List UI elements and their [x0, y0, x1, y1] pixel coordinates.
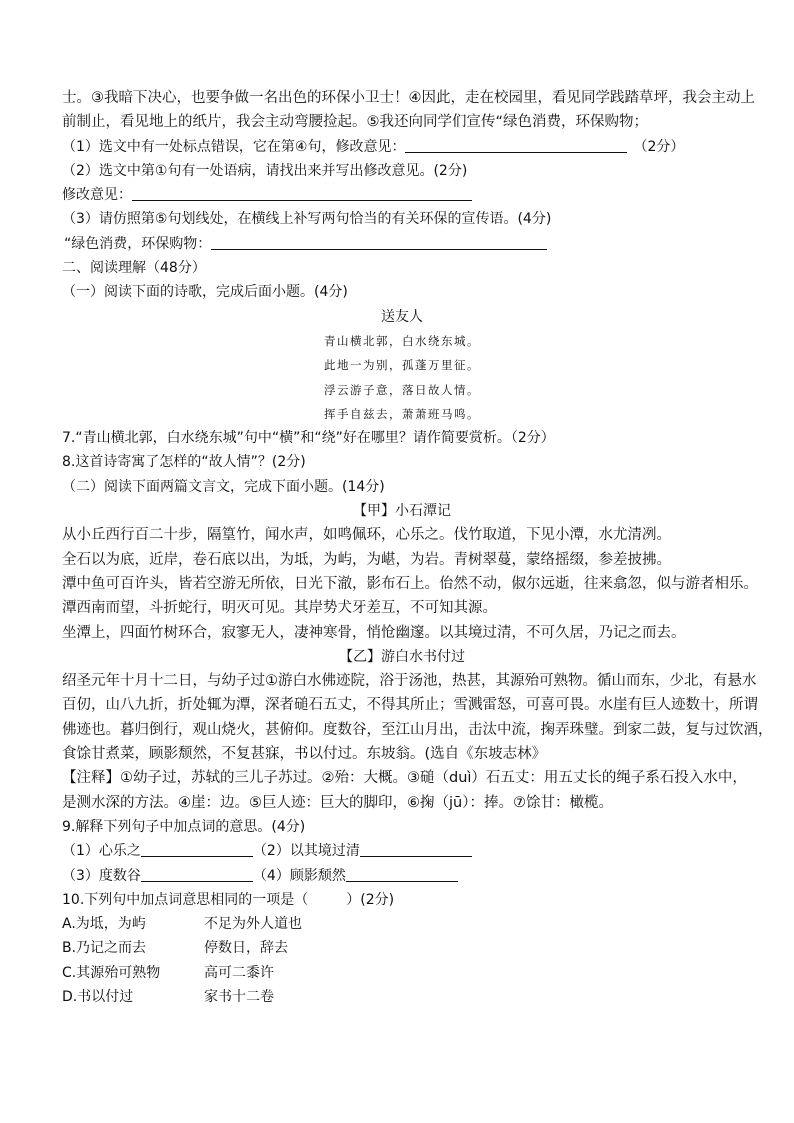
answer-blank-2[interactable] [132, 186, 472, 201]
text-yi-title: 【乙】游白水书付过 [339, 648, 465, 665]
section-heading-reading: 二、阅读理解（48分） [62, 260, 206, 277]
poem-line-4: 挥手自兹去，萧萧班马鸣。 [324, 406, 480, 421]
text-jia-title: 【甲】小石潭记 [353, 503, 451, 520]
text-jia-line-2: 全石以为底，近岸，卷石底以出，为坻，为屿，为嵁，为岩。青树翠蔓，蒙络摇缀，参差披拂。 [62, 551, 671, 568]
text-jia-line-1: 从小丘西行百二十步，隔篁竹，闻水声，如鸣佩环，心乐之。伐竹取道，下见小潭，水尤清冽。 [62, 527, 671, 544]
notes-line-1: 【注释】①幼子过，苏轼的三儿子苏过。②殆：大概。③磓（duì）石五丈：用五丈长的绳子系石投入水中， [62, 770, 747, 787]
question-9-row-2: （3）度数谷 （4）顾影颓然 [62, 864, 742, 888]
text-jia-line-5: 坐潭上，四面竹树环合，寂寥无人，凄神寒骨，悄怆幽邃。以其境过清，不可久居，乃记之而去。 [62, 624, 686, 641]
passage-line-2: 前制止，看见地上的纸片，我会主动弯腰捡起。⑤我还向同学们宣传“绿色消费，环保购物； [62, 114, 649, 131]
answer-blank-3[interactable] [211, 235, 547, 250]
passage-line-1: 士。③我暗下决心，也要争做一名出色的环保小卫士！④因此，走在校园里，看见同学践踏草坪，我会主动上 [62, 90, 755, 106]
text-jia-line-4: 潭西南而望，斗折蛇行，明灭可见。其岸势犬牙差互，不可知其源。 [62, 600, 497, 617]
subsection-heading-classical: （二）阅读下面两篇文言文，完成下面小题。(14分) [62, 478, 385, 495]
poem-line-1: 青山横北郭，白水绕东城。 [324, 333, 480, 348]
poem-line-3: 浮云游子意，落日故人情。 [324, 382, 480, 397]
poem-title: 送友人 [381, 308, 423, 325]
question-10: 10.下列句中加点词意思相同的一项是（ ）(2分) [62, 891, 395, 908]
question-8: 8.这首诗寄寓了怎样的“故人情”？(2分) [62, 454, 306, 471]
exam-page [62, 86, 773, 1009]
text-yi-line-3: 佛迹也。暮归倒行，观山烧火，甚俯仰。度数谷，至江山月出，击汰中流，掬弄珠璧。到家二鼓，复与过饮酒， [62, 721, 773, 738]
question-3: （3）请仿照第⑤句划线处，在横线上补写两句恰当的有关环保的宣传语。(4分) [62, 211, 552, 228]
question-7: 7.“青山横北郭，白水绕东城”句中“横”和“绕”好在哪里？请作简要赏析。（2分） [62, 430, 555, 447]
question-3-answer: “绿色消费，环保购物： [62, 232, 742, 256]
option-b: B.乃记之而去 停数日，辞去 [62, 940, 288, 957]
question-2: （2）选文中第①句有一处语病，请找出来并写出修改意见。(2分) [62, 162, 468, 179]
text-yi-line-2: 百仞，山八九折，折处辄为潭，深者磓石五丈，不得其所止；雪溅雷怒，可喜可畏。水崖有巨人迹数十，所谓 [62, 697, 758, 714]
text-yi-line-1: 绍圣元年十月十二日，与幼子过①游白水佛迹院，浴于汤池，热甚，其源殆可熟物。循山而东，少北，有悬水 [62, 673, 757, 690]
notes-line-2: 是测水深的方法。④崖：边。⑤巨人迹：巨大的脚印，⑥掬（jū）：捧。⑦馀甘：橄榄。 [62, 794, 613, 811]
poem-line-2: 此地一为别，孤蓬万里征。 [324, 358, 480, 373]
question-9-row-1: （1）心乐之 （2）以其境过清 [62, 839, 742, 863]
question-1: （1）选文中有一处标点错误，它在第④句，修改意见： （2分） [62, 138, 685, 155]
option-c: C.其源殆可熟物 高可二黍许 [62, 964, 274, 981]
text-jia-line-3: 潭中鱼可百许头，皆若空游无所依，日光下澈，影布石上。佁然不动，俶尔远逝，往来翕忽，似与游者相乐。 [62, 575, 758, 592]
question-2-answer: 修改意见： [62, 183, 742, 207]
text-yi-line-4: 食馀甘煮菜，顾影颓然，不复甚寐，书以付过。东坡翁。(选自《东坡志林》 [62, 746, 547, 763]
answer-blank-9-1[interactable] [141, 842, 253, 857]
answer-blank-1[interactable] [405, 138, 627, 153]
subsection-heading-poem: （一）阅读下面的诗歌，完成后面小题。(4分) [62, 284, 348, 301]
option-d: D.书以付过 家书十二卷 [62, 988, 274, 1005]
option-a: A.为坻，为屿 不足为外人道也 [62, 916, 302, 933]
question-9: 9.解释下列句子中加点词的意思。(4分) [62, 818, 306, 835]
answer-blank-9-3[interactable] [141, 867, 253, 882]
answer-blank-9-4[interactable] [346, 867, 458, 882]
answer-blank-9-2[interactable] [360, 842, 472, 857]
